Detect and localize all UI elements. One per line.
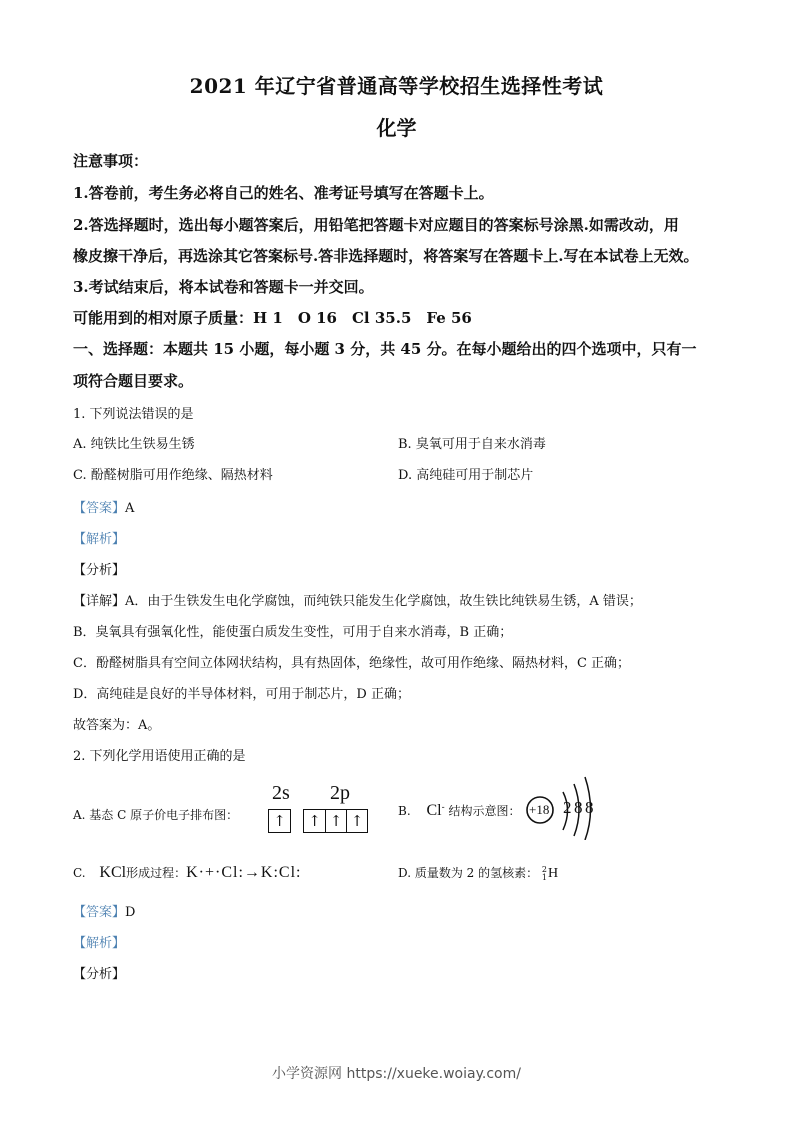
q2-jiexi-label: 【解析】	[73, 936, 126, 951]
notice-item-2: 2.答选择题时，选出每小题答案后，用铅笔把答题卡对应题目的答案标号涂黑.如需改动，用	[73, 216, 679, 234]
q2-fenxi-label: 【分析】	[73, 967, 126, 982]
up-arrow-icon: ↑	[308, 812, 321, 830]
up-arrow-icon: ↑	[325, 810, 346, 832]
q1-option-c: C. 酚醛树脂可用作绝缘、隔热材料	[73, 468, 273, 483]
q2-stem: 2. 下列化学用语使用正确的是	[73, 749, 246, 764]
shell-3-electrons: 8	[585, 798, 594, 817]
notice-item-2-cont: 橡皮擦干净后，再选涂其它答案标号.答非选择题时，将答案写在答题卡上.写在本试卷上无效。	[73, 247, 699, 265]
answer-label: 【答案】	[73, 501, 126, 516]
answer-label: 【答案】	[73, 905, 126, 920]
isotope-numbers: 2 1	[541, 864, 548, 882]
orbital-2p-label: 2p	[330, 782, 350, 804]
q1-stem: 1. 下列说法错误的是	[73, 407, 194, 422]
orbital-2s-label: 2s	[272, 782, 290, 804]
q1-conclusion: 故答案为：A。	[73, 718, 161, 733]
electron-dot-equation: K·+·Cl:→K:Cl:	[186, 864, 302, 881]
footer-watermark: 小学资源网 https://xueke.woiay.com/	[272, 1066, 521, 1082]
up-arrow-icon: ↑	[273, 812, 286, 830]
atomic-masses: 可能用到的相对原子质量：H 1 O 16 Cl 35.5 Fe 56	[73, 309, 472, 327]
q1-jiexi-label: 【解析】	[73, 532, 126, 547]
orbital-2s-box	[268, 809, 291, 833]
kcl-formula: KCl	[99, 864, 127, 881]
shell-1-electrons: 2	[563, 798, 572, 817]
subject-title: 化学	[376, 116, 417, 140]
section-heading-cont: 项符合题目要求。	[73, 372, 194, 390]
answer-value: D	[125, 905, 136, 920]
q2-answer	[73, 901, 135, 920]
orbital-2p-box	[303, 809, 368, 833]
answer-value: A	[125, 501, 135, 516]
q2-option-d: D. 质量数为 2 的氢核素： 2 1 H	[398, 864, 559, 882]
q1-fenxi-label: 【分析】	[73, 563, 126, 578]
nucleus-charge: +18	[529, 802, 550, 817]
up-arrow-icon: ↑	[346, 810, 367, 832]
q1-detail-b: B．臭氧具有强氧化性，能使蛋白质发生变性，可用于自来水消毒，B 正确；	[73, 625, 513, 640]
shell-2-electrons: 8	[574, 798, 583, 817]
q2-option-b-label: B. Cl- 结构示意图：	[398, 802, 521, 819]
q1-detail-a: 【详解】A．由于生铁发生电化学腐蚀，而纯铁只能发生化学腐蚀，故生铁比纯铁易生锈，A 错误；	[73, 594, 642, 609]
q2-option-a-label: A. 基态 C 原子价电子排布图：	[73, 808, 239, 822]
hydrogen-symbol: H	[548, 866, 559, 881]
notice-item-3: 3.考试结束后，将本试卷和答题卡一并交回。	[73, 278, 374, 296]
chloride-ion: Cl	[426, 802, 442, 819]
q1-option-d: D. 高纯硅可用于制芯片	[398, 468, 534, 483]
notice-heading: 注意事项：	[73, 152, 149, 170]
q1-detail-c: C．酚醛树脂具有空间立体网状结构，具有热固体，绝缘性，故可用作绝缘、隔热材料，C 正确；	[73, 656, 631, 671]
q1-option-a: A. 纯铁比生铁易生锈	[73, 437, 195, 452]
section-heading: 一、选择题：本题共 15 小题，每小题 3 分，共 45 分。在每小题给出的四个选项中，只有一	[73, 340, 697, 358]
q2-option-c: C. KCl形成过程：K·+·Cl:→K:Cl:	[73, 864, 302, 881]
page-title: 2021 年辽宁省普通高等学校招生选择性考试	[189, 74, 604, 98]
q1-option-b: B. 臭氧可用于自来水消毒	[398, 437, 546, 452]
q1-answer	[73, 497, 134, 516]
q1-detail-d: D．高纯硅是良好的半导体材料，可用于制芯片，D 正确；	[73, 687, 410, 702]
notice-item-1: 1.答卷前，考生务必将自己的姓名、准考证号填写在答题卡上。	[73, 184, 494, 202]
